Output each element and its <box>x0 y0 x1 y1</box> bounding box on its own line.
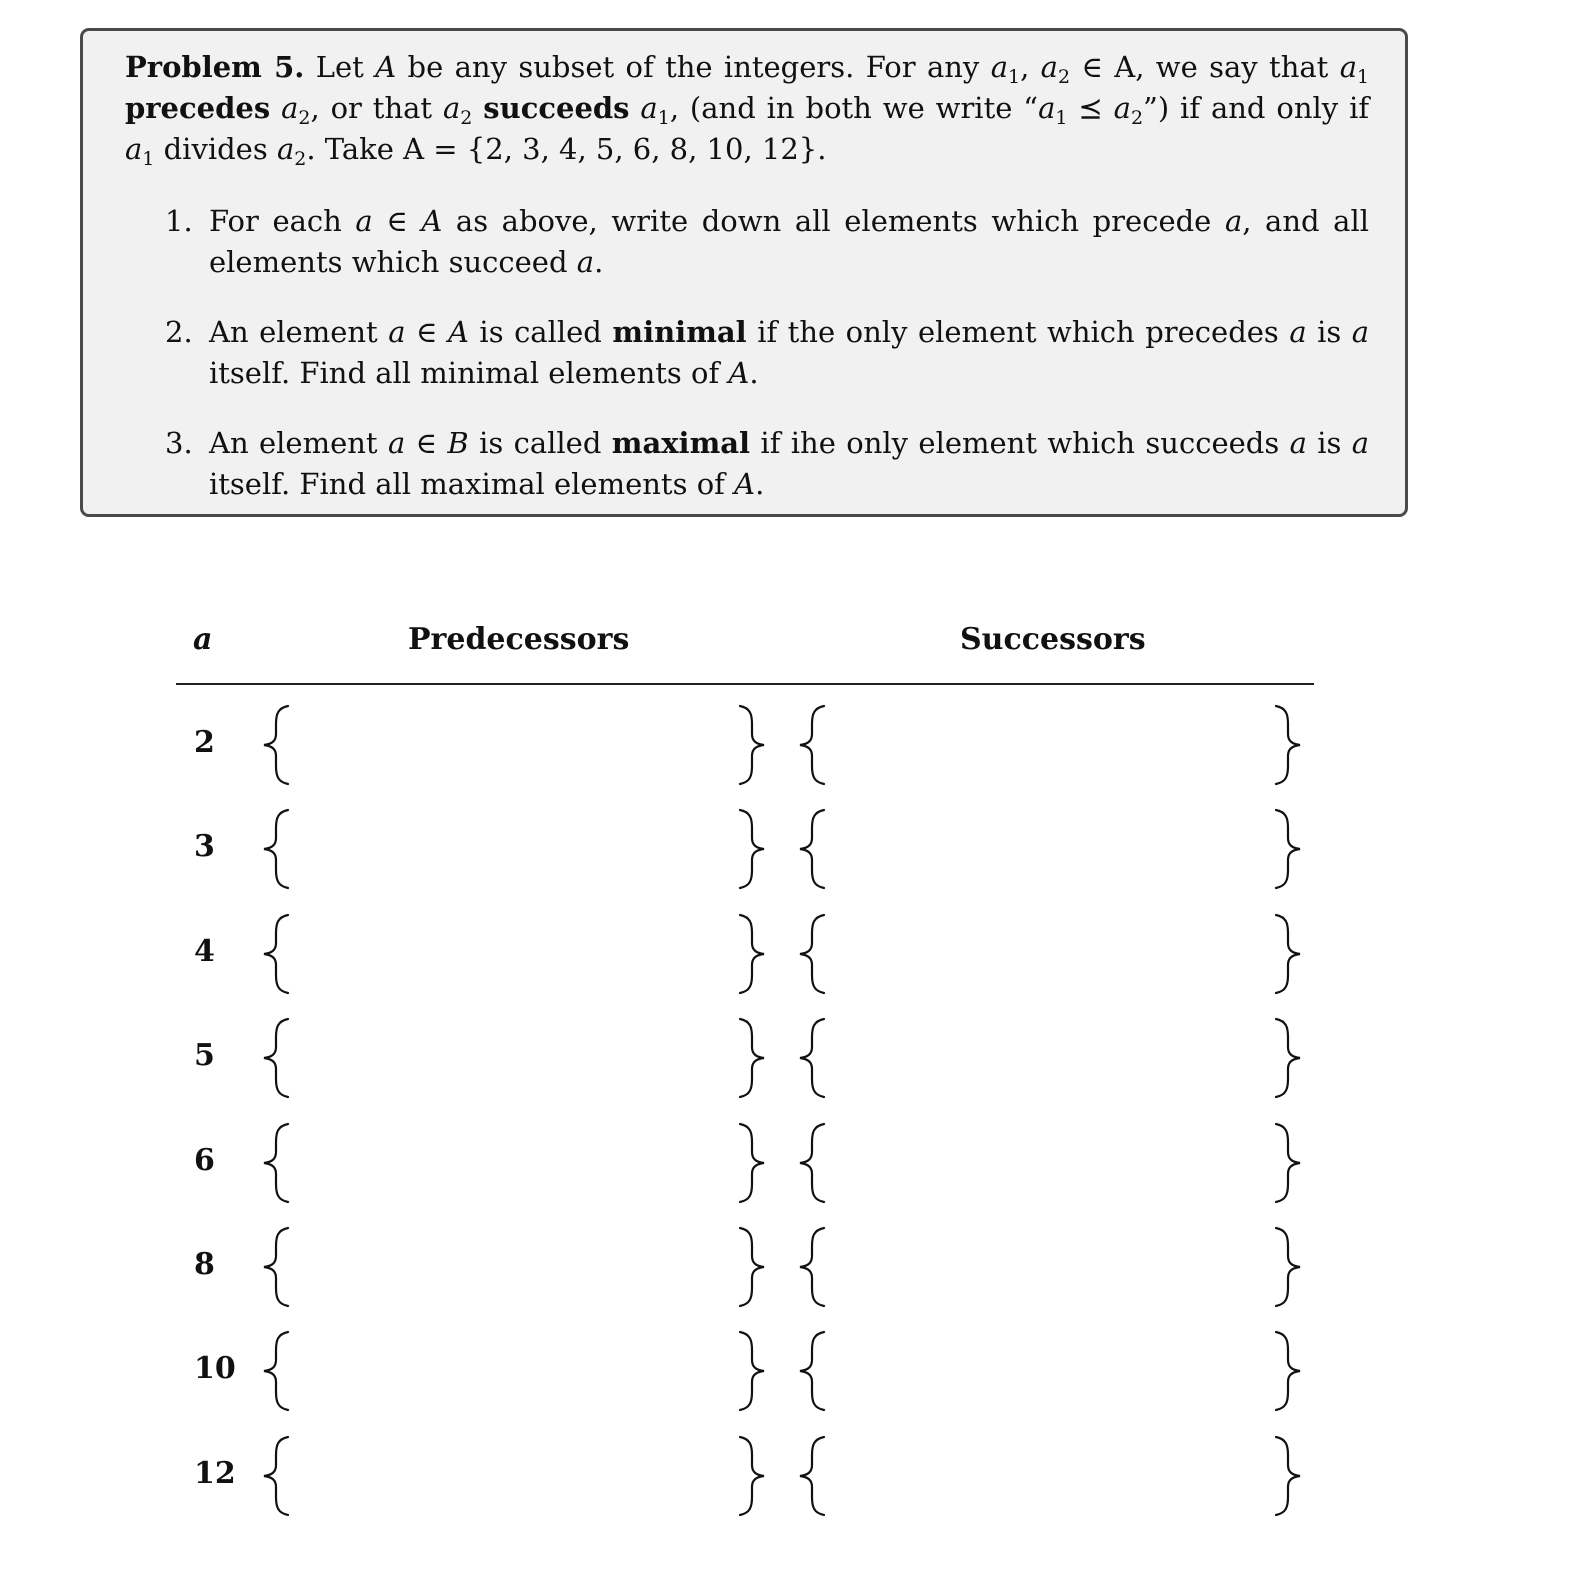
math-a: a <box>281 91 299 125</box>
successors-open-brace <box>794 808 834 890</box>
intro-text: ∈ A, we say that <box>1081 50 1329 84</box>
row-label-a: 10 <box>194 1351 236 1387</box>
intro-text: , (and in both we write “ <box>669 91 1039 125</box>
math-a: a <box>1113 91 1131 125</box>
math-a: a <box>1289 315 1307 349</box>
subscript: 2 <box>460 107 473 129</box>
predecessors-close-brace <box>730 1017 770 1099</box>
subscript: 1 <box>142 148 155 170</box>
text: as above, write down all elements which precede <box>455 204 1212 238</box>
math-a: a <box>1339 50 1357 84</box>
row-label-a: 4 <box>194 933 215 969</box>
row-label-a: 12 <box>194 1455 236 1491</box>
item-number: 3. <box>165 426 193 460</box>
header-rule <box>176 683 1314 685</box>
math-a: a <box>1351 426 1370 460</box>
math-a: a <box>442 91 461 125</box>
intro-text: Let <box>315 50 364 84</box>
math-a: a <box>388 315 406 349</box>
term-maximal: maximal <box>611 426 751 460</box>
math-A: A <box>375 50 397 84</box>
math-a: a <box>1038 91 1056 125</box>
intro-text: , <box>1020 50 1030 84</box>
math-a: a <box>1351 315 1370 349</box>
successors-open-brace <box>794 1017 834 1099</box>
text: is called <box>479 426 602 460</box>
successors-close-brace <box>1266 704 1306 786</box>
text: itself. Find all minimal elements of <box>209 356 720 390</box>
predecessors-open-brace <box>258 704 298 786</box>
subscript: 2 <box>294 148 307 170</box>
preceq-symbol: ⪯ <box>1078 91 1103 125</box>
header-predecessors: Predecessors <box>408 622 630 657</box>
text: if ihe only element which succeeds <box>760 426 1280 460</box>
intro-text: , or that <box>310 91 433 125</box>
math-a: a <box>125 132 143 166</box>
successors-close-brace <box>1266 1017 1306 1099</box>
math-A: A <box>728 356 750 390</box>
successors-close-brace <box>1266 808 1306 890</box>
intro-text: divides <box>163 132 268 166</box>
math-A: A <box>421 204 443 238</box>
text: An element <box>209 426 378 460</box>
term-precedes: precedes <box>125 91 271 125</box>
math-a: a <box>1224 204 1243 238</box>
subscript: 2 <box>1130 107 1144 129</box>
predecessors-close-brace <box>730 1330 770 1412</box>
math-A: A <box>447 315 469 349</box>
text: itself. Find all maximal elements of <box>209 467 725 501</box>
text: if the only element which precedes <box>757 315 1279 349</box>
header-successors: Successors <box>960 622 1146 657</box>
successors-close-brace <box>1266 1226 1306 1308</box>
row-label-a: 3 <box>194 829 215 865</box>
text: . <box>594 245 604 279</box>
predecessors-close-brace <box>730 704 770 786</box>
math-A: A <box>734 467 756 501</box>
math-a: a <box>387 426 406 460</box>
row-label-a: 5 <box>194 1038 215 1074</box>
header-a: a <box>193 622 213 657</box>
predecessors-open-brace <box>258 1122 298 1204</box>
predecessors-open-brace <box>258 1017 298 1099</box>
successors-open-brace <box>794 704 834 786</box>
term-minimal: minimal <box>612 315 747 349</box>
subscript: 1 <box>1007 66 1021 88</box>
predecessors-open-brace <box>258 808 298 890</box>
row-label-a: 8 <box>194 1247 215 1282</box>
set-definition: A = {2, 3, 4, 5, 6, 8, 10, 12}. <box>403 132 827 166</box>
text: For each <box>209 204 342 238</box>
math-a: a <box>576 245 595 279</box>
subscript: 2 <box>298 107 311 129</box>
problem-title: Problem 5. <box>125 50 305 84</box>
predecessors-open-brace <box>258 1435 298 1517</box>
predecessors-close-brace <box>730 1435 770 1517</box>
subscript: 2 <box>1057 66 1071 88</box>
subscript: 1 <box>657 107 670 129</box>
math-a: a <box>355 204 373 238</box>
math-a: a <box>640 91 658 125</box>
predecessors-close-brace <box>730 913 770 995</box>
math-a: a <box>990 50 1008 84</box>
successors-open-brace <box>794 913 834 995</box>
successors-close-brace <box>1266 1435 1306 1517</box>
successors-open-brace <box>794 1226 834 1308</box>
text: is <box>1317 315 1342 349</box>
successors-open-brace <box>794 1122 834 1204</box>
text: ∈ <box>415 426 438 460</box>
text: . <box>755 467 765 501</box>
math-a: a <box>276 132 295 166</box>
predecessors-open-brace <box>258 913 298 995</box>
item-number: 1. <box>165 204 193 238</box>
term-succeeds: succeeds <box>483 91 630 125</box>
text: , and all elements which succeed <box>209 204 1370 279</box>
row-label-a: 6 <box>194 1142 215 1178</box>
predecessors-open-brace <box>258 1330 298 1412</box>
text: . <box>749 356 759 390</box>
item-number: 2. <box>165 315 193 349</box>
successors-close-brace <box>1266 1122 1306 1204</box>
predecessors-open-brace <box>258 1226 298 1308</box>
successors-open-brace <box>794 1435 834 1517</box>
subscript: 1 <box>1055 107 1068 129</box>
predecessors-close-brace <box>730 808 770 890</box>
successors-close-brace <box>1266 1330 1306 1412</box>
predecessors-close-brace <box>730 1226 770 1308</box>
text: is called <box>479 315 602 349</box>
text: ∈ <box>416 315 438 349</box>
math-a: a <box>1289 426 1307 460</box>
intro-text: be any subset of the integers. For any <box>407 50 980 84</box>
row-label-a: 2 <box>194 725 215 760</box>
text: An element <box>209 315 378 349</box>
text: is <box>1317 426 1342 460</box>
successors-open-brace <box>794 1330 834 1412</box>
predecessors-close-brace <box>730 1122 770 1204</box>
math-a: a <box>1040 50 1058 84</box>
text: ∈ <box>386 204 408 238</box>
intro-text: ”) if and only if <box>1143 91 1370 125</box>
intro-text: . Take <box>306 132 394 166</box>
successors-close-brace <box>1266 913 1306 995</box>
subscript: 1 <box>1357 66 1370 88</box>
math-B: B <box>447 426 469 460</box>
